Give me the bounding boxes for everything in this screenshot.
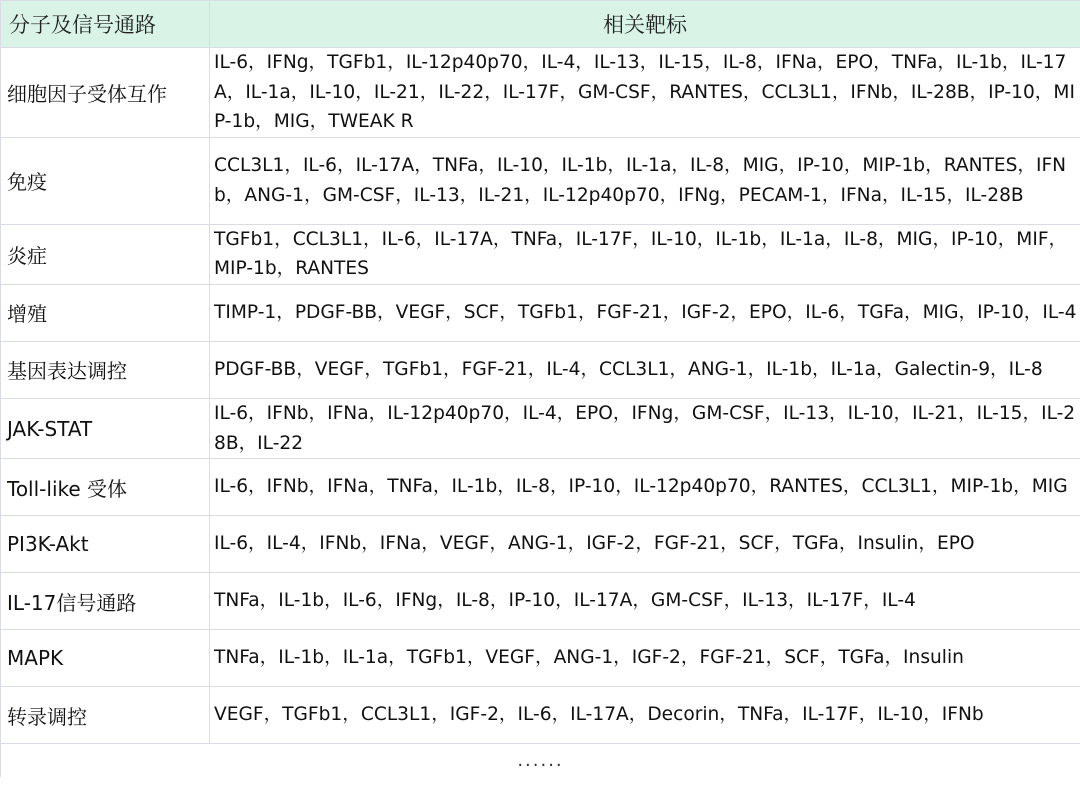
table-body <box>1 48 1080 778</box>
row-category: 免疫 <box>1 137 210 224</box>
table-row <box>1 341 1080 398</box>
header-targets: 相关靶标 <box>210 1 1080 48</box>
row-targets: TGFb1，CCL3L1，IL-6，IL-17A，TNFa，IL-17F，IL-10，IL-1b，IL-1a，IL-8，MIG，IP-10，MIF，MIP-1b，RANTES <box>210 224 1080 284</box>
row-targets: TNFa，IL-1b，IL-1a，TGFb1，VEGF，ANG-1，IGF-2，FGF-21，SCF，TGFa，Insulin <box>210 630 1080 687</box>
row-targets: IL-6，IFNb，IFNa，TNFa，IL-1b，IL-8，IP-10，IL-12p40p70，RANTES，CCL3L1，MIP-1b，MIG <box>210 459 1080 516</box>
row-category: MAPK <box>1 630 210 687</box>
table-row <box>1 630 1080 687</box>
header-pathway: 分子及信号通路 <box>1 1 210 48</box>
table-row <box>1 459 1080 516</box>
row-targets: IL-6，IFNg，TGFb1，IL-12p40p70，IL-4，IL-13，IL-15，IL-8，IFNa，EPO，TNFa，IL-1b，IL-17A，IL-1a，IL-10，IL-21，IL-22，IL-17F，GM-CSF，RANTES，CCL3L1，IFNb，IL-28B，IP-10，MIP-1b，MIG，TWEAK R <box>210 48 1080 138</box>
row-targets: TIMP-1，PDGF-BB，VEGF，SCF，TGFb1，FGF-21，IGF-2，EPO，IL-6，TGFa，MIG，IP-10，IL-4 <box>210 284 1080 341</box>
table-row <box>1 573 1080 630</box>
row-category: PI3K-Akt <box>1 516 210 573</box>
table-row <box>1 516 1080 573</box>
table-row <box>1 224 1080 284</box>
table-row <box>1 137 1080 224</box>
table-row <box>1 48 1080 138</box>
table-row <box>1 284 1080 341</box>
row-targets: IL-6，IFNb，IFNa，IL-12p40p70，IL-4，EPO，IFNg，GM-CSF，IL-13，IL-10，IL-21，IL-15，IL-28B，IL-22 <box>210 398 1080 458</box>
header-row <box>1 1 1080 48</box>
row-targets: VEGF，TGFb1，CCL3L1，IGF-2，IL-6，IL-17A，Decorin，TNFa，IL-17F，IL-10，IFNb <box>210 687 1080 744</box>
table-row <box>1 687 1080 744</box>
table-row <box>1 398 1080 458</box>
row-targets: CCL3L1，IL-6，IL-17A，TNFa，IL-10，IL-1b，IL-1a，IL-8，MIG，IP-10，MIP-1b，RANTES，IFNb，ANG-1，GM-CSF，IL-13，IL-21，IL-12p40p70，IFNg，PECAM-1，IFNa，IL-15，IL-28B <box>210 137 1080 224</box>
row-category: 细胞因子受体互作 <box>1 48 210 138</box>
row-category: 增殖 <box>1 284 210 341</box>
row-category: 基因表达调控 <box>1 341 210 398</box>
table-header <box>1 1 1080 48</box>
row-targets: TNFa，IL-1b，IL-6，IFNg，IL-8，IP-10，IL-17A，GM-CSF，IL-13，IL-17F，IL-4 <box>210 573 1080 630</box>
row-targets: IL-6，IL-4，IFNb，IFNa，VEGF，ANG-1，IGF-2，FGF-21，SCF，TGFa，Insulin，EPO <box>210 516 1080 573</box>
more-row <box>1 744 1080 778</box>
row-category: Toll-like 受体 <box>1 459 210 516</box>
row-targets: PDGF-BB，VEGF，TGFb1，FGF-21，IL-4，CCL3L1，ANG-1，IL-1b，IL-1a，Galectin-9，IL-8 <box>210 341 1080 398</box>
more-ellipsis: ...... <box>1 744 1080 778</box>
row-category: 炎症 <box>1 224 210 284</box>
row-category: 转录调控 <box>1 687 210 744</box>
row-category: IL-17信号通路 <box>1 573 210 630</box>
row-category: JAK-STAT <box>1 398 210 458</box>
